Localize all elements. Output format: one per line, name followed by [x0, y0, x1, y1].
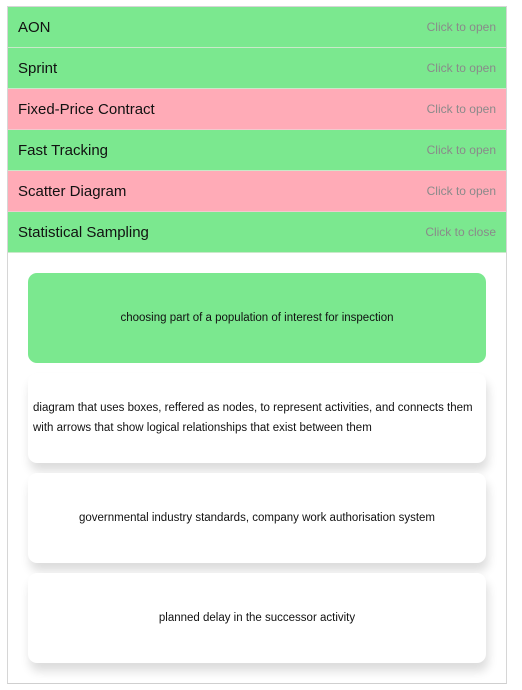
term-label: AON — [18, 18, 51, 36]
toggle-hint: Click to open — [426, 143, 496, 157]
term-row-fixed-price-contract[interactable] — [8, 89, 506, 130]
term-row-scatter-diagram[interactable] — [8, 171, 506, 212]
option-text: planned delay in the successor activity — [158, 612, 356, 624]
toggle-hint: Click to open — [426, 61, 496, 75]
toggle-hint: Click to open — [426, 102, 496, 116]
term-row-fast-tracking[interactable] — [8, 130, 506, 171]
term-label: Scatter Diagram — [18, 182, 127, 200]
term-label: Fast Tracking — [18, 141, 109, 159]
option-text: choosing part of a population of interest for inspection — [120, 312, 394, 324]
option-card[interactable] — [28, 473, 486, 563]
option-card-selected[interactable] — [28, 273, 486, 363]
toggle-hint: Click to open — [426, 184, 496, 198]
term-label: Fixed-Price Contract — [18, 100, 155, 118]
option-card[interactable] — [28, 373, 486, 463]
toggle-hint: Click to open — [426, 20, 496, 34]
term-label: Sprint — [18, 59, 58, 77]
term-row-sprint[interactable] — [8, 48, 506, 89]
toggle-hint: Click to close — [425, 225, 496, 239]
term-row-statistical-sampling[interactable] — [8, 212, 506, 253]
option-text: governmental industry standards, company work authorisation system — [78, 512, 436, 524]
term-row-aon[interactable] — [8, 7, 506, 48]
flashcard-accordion — [7, 6, 507, 684]
option-card[interactable] — [28, 573, 486, 663]
option-text: diagram that uses boxes, reffered as nodes, to represent activities, and connects them with arrows that show logical relationships that exist between them — [33, 402, 473, 434]
definition-options-panel — [8, 253, 506, 683]
term-label: Statistical Sampling — [18, 223, 149, 241]
